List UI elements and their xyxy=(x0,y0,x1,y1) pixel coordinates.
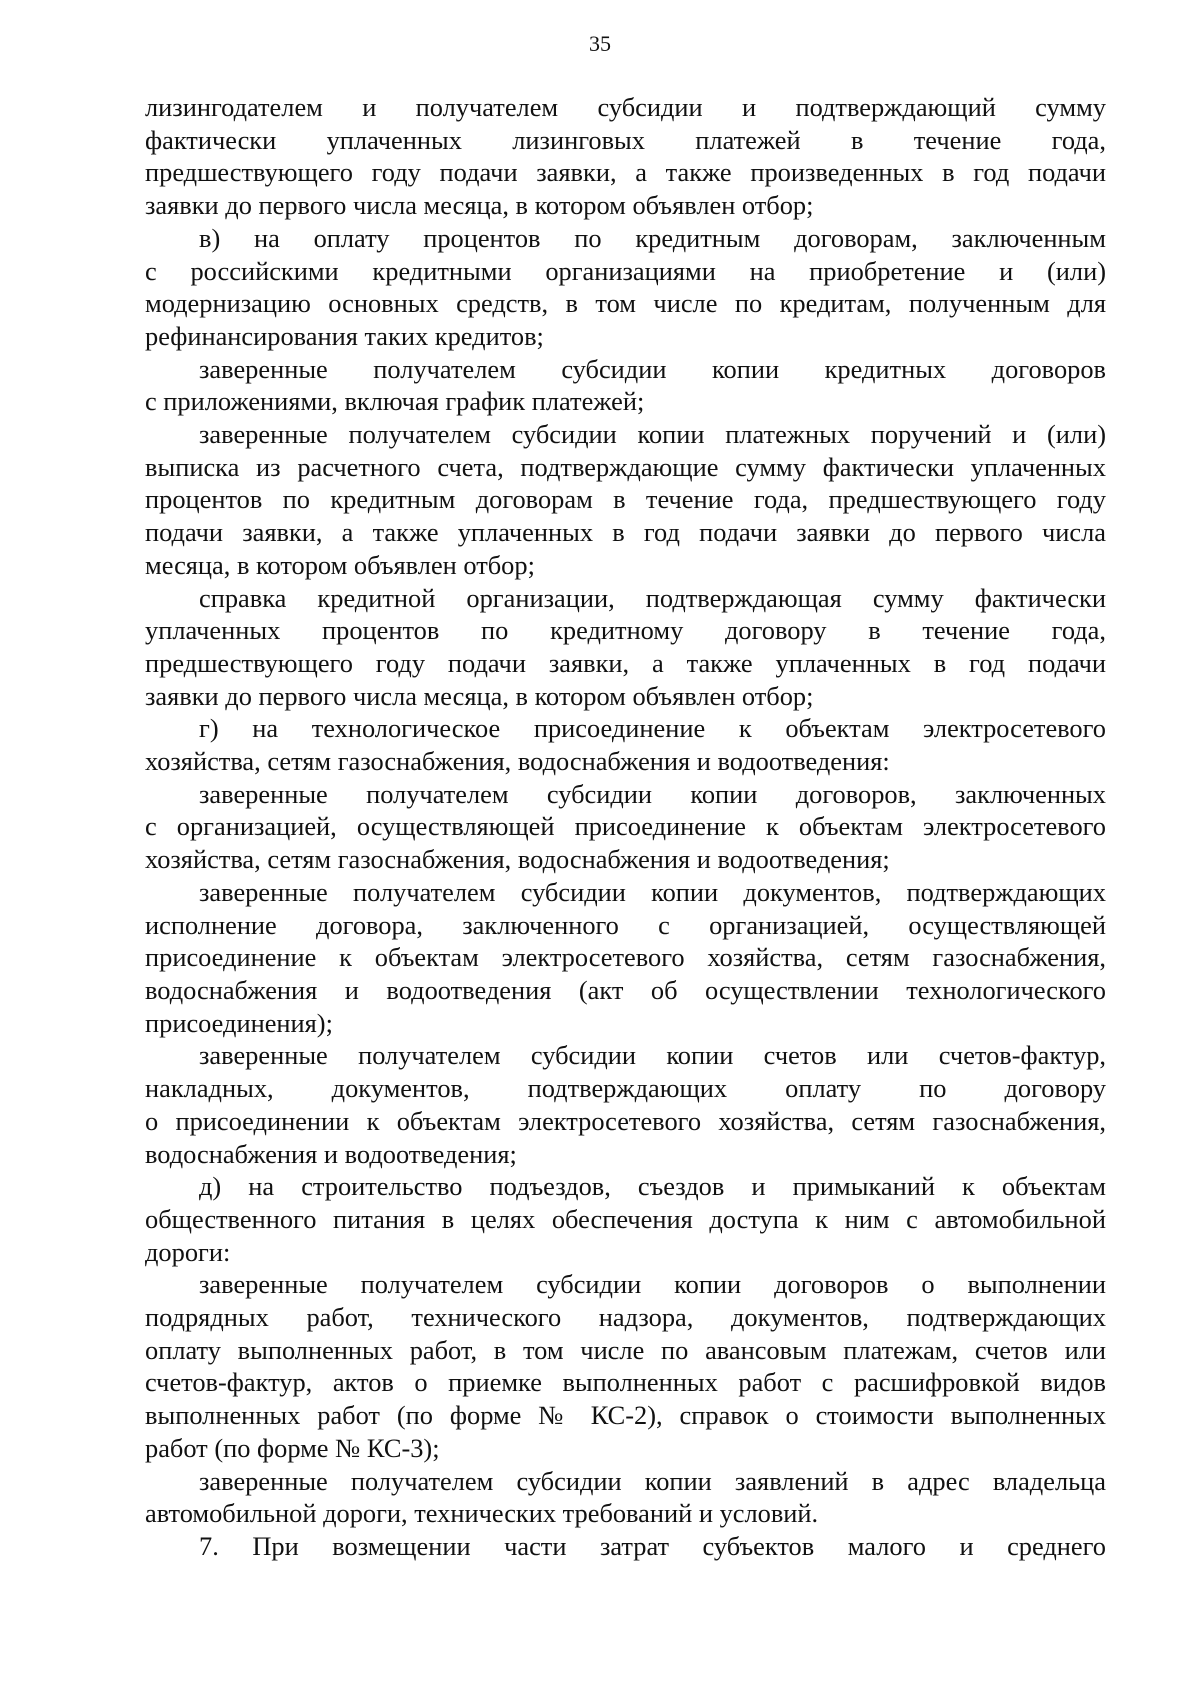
text-line: работ (по форме № КС-3); xyxy=(145,1432,440,1463)
text-line: г) на технологическое присоединение к объектам электросетевого xyxy=(199,713,1106,744)
text-line: рефинансирования таких кредитов; xyxy=(145,320,544,351)
text-line: д) на строительство подъездов, съездов и примыканий к объектам xyxy=(199,1171,1106,1202)
text-line: модернизацию основных средств, в том числе по кредитам, полученным для xyxy=(145,288,1106,319)
text-line: исполнение договора, заключенного с организацией, осуществляющей xyxy=(145,909,1106,940)
text-line: водоснабжения и водоотведения (акт об осуществлении технологического xyxy=(145,974,1106,1005)
text-line: месяца, в котором объявлен отбор; xyxy=(145,549,535,580)
text-line: хозяйства, сетям газоснабжения, водоснабжения и водоотведения: xyxy=(145,746,890,777)
text-line: автомобильной дороги, технических требований и условий. xyxy=(145,1498,819,1529)
text-line: дороги: xyxy=(145,1236,231,1267)
text-line: предшествующего году подачи заявки, а также уплаченных в год подачи xyxy=(145,647,1106,678)
text-line: заверенные получателем субсидии копии договоров, заключенных xyxy=(199,778,1106,809)
text-line: предшествующего году подачи заявки, а также произведенных в год подачи xyxy=(145,157,1106,188)
text-line: заверенные получателем субсидии копии договоров о выполнении xyxy=(199,1269,1106,1300)
text-line: общественного питания в целях обеспечения доступа к ним с автомобильной xyxy=(145,1203,1106,1234)
text-line: 7. При возмещении части затрат субъектов малого и среднего xyxy=(199,1530,1106,1561)
text-line: с российскими кредитными организациями на приобретение и (или) xyxy=(145,255,1106,286)
text-line: оплату выполненных работ, в том числе по авансовым платежам, счетов или xyxy=(145,1334,1106,1365)
text-line: заверенные получателем субсидии копии платежных поручений и (или) xyxy=(199,419,1106,450)
text-line: заверенные получателем субсидии копии документов, подтверждающих xyxy=(199,876,1106,907)
text-line: с приложениями, включая график платежей; xyxy=(145,386,645,417)
text-line: присоединение к объектам электросетевого хозяйства, сетям газоснабжения, xyxy=(145,942,1106,973)
text-line: процентов по кредитным договорам в течение года, предшествующего году xyxy=(145,484,1106,515)
text-line: в) на оплату процентов по кредитным договорам, заключенным xyxy=(199,222,1106,253)
text-line: заверенные получателем субсидии копии кредитных договоров xyxy=(199,353,1106,384)
text-line: выписка из расчетного счета, подтверждающие сумму фактически уплаченных xyxy=(145,451,1106,482)
text-line: заявки до первого числа месяца, в котором объявлен отбор; xyxy=(145,190,814,221)
text-line: выполненных работ (по форме № КС-2), справок о стоимости выполненных xyxy=(145,1400,1106,1431)
text-line: подачи заявки, а также уплаченных в год подачи заявки до первого числа xyxy=(145,517,1106,548)
page-number: 35 xyxy=(589,31,611,56)
text-line: присоединения); xyxy=(145,1007,333,1038)
text-line: водоснабжения и водоотведения; xyxy=(145,1138,517,1169)
text-line: хозяйства, сетям газоснабжения, водоснабжения и водоотведения; xyxy=(145,844,890,875)
text-line: уплаченных процентов по кредитному договору в течение года, xyxy=(145,615,1106,646)
text-line: о присоединении к объектам электросетевого хозяйства, сетям газоснабжения, xyxy=(145,1105,1106,1136)
text-line: счетов-фактур, актов о приемке выполненных работ с расшифровкой видов xyxy=(145,1367,1106,1398)
text-line: с организацией, осуществляющей присоединение к объектам электросетевого xyxy=(145,811,1106,842)
text-line: заверенные получателем субсидии копии счетов или счетов-фактур, xyxy=(199,1040,1106,1071)
document-body xyxy=(145,91,1106,1563)
text-line: подрядных работ, технического надзора, документов, подтверждающих xyxy=(145,1302,1106,1333)
text-line: фактически уплаченных лизинговых платежей в течение года, xyxy=(145,124,1106,155)
text-line: справка кредитной организации, подтверждающая сумму фактически xyxy=(199,582,1106,613)
text-line: заверенные получателем субсидии копии заявлений в адрес владельца xyxy=(199,1465,1106,1496)
text-line: заявки до первого числа месяца, в котором объявлен отбор; xyxy=(145,680,814,711)
text-line: лизингодателем и получателем субсидии и подтверждающий сумму xyxy=(145,92,1106,122)
text-line: накладных, документов, подтверждающих оплату по договору xyxy=(145,1073,1106,1104)
